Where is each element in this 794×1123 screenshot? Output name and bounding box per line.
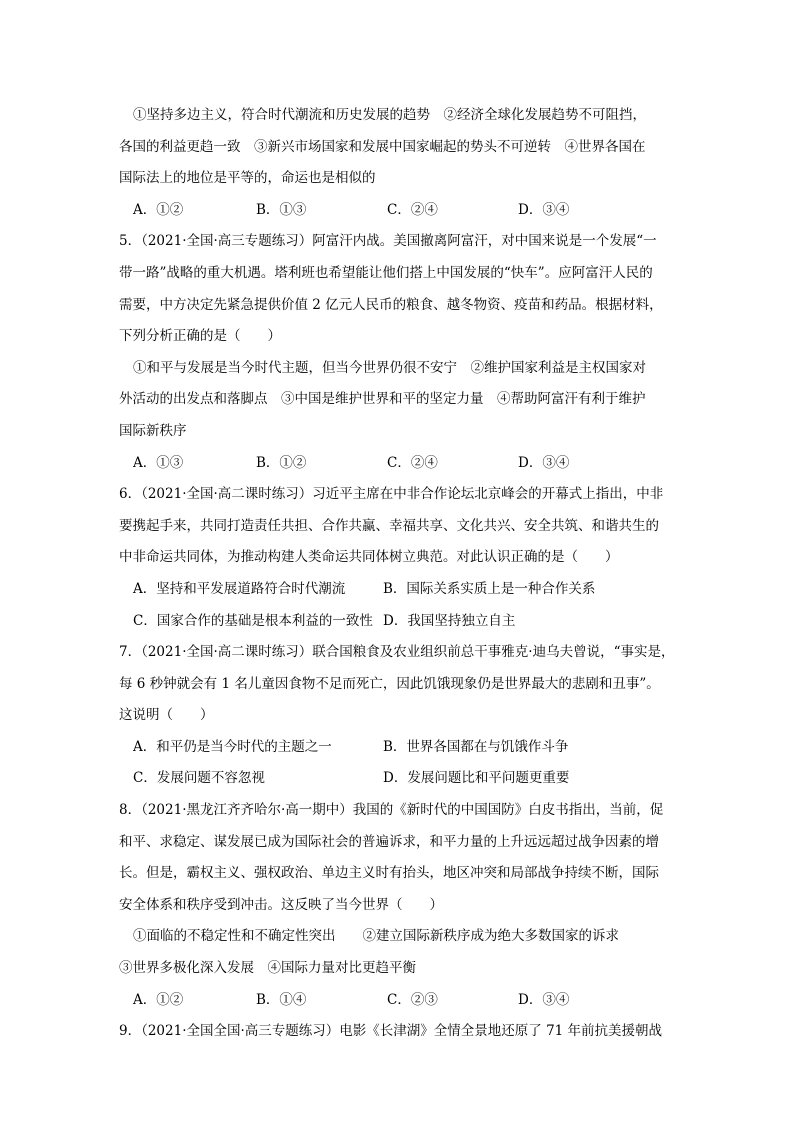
- question-text-line: 要携起手来，共同打造责任共担、合作共赢、幸福共享、文化共兴、安全共筑、和谐共生的: [119, 517, 659, 534]
- answer-options: [119, 732, 679, 764]
- answer-options: [119, 985, 679, 1017]
- question-text-line: 和平、求稳定、谋发展已成为国际社会的普遍诉求，和平力量的上升远远超过战争因素的增: [119, 833, 659, 850]
- question-text-line: 安全体系和秩序受到冲击。这反映了当今世界（ ）: [119, 896, 443, 913]
- statement-line: ①和平与发展是当今时代主题，但当今世界仍很不安宁 ②维护国家利益是主权国家对: [133, 359, 646, 376]
- question-8: [119, 795, 679, 1016]
- statement-line: 国际新秩序: [119, 422, 187, 439]
- option-a: A．坚持和平发展道路符合时代潮流: [133, 580, 346, 597]
- option-a: A．①②: [133, 201, 184, 218]
- question-text-line: 每 6 秒钟就会有 1 名儿童因食物不足而死亡，因此饥饿现象仍是世界最大的悲剧和丑事”。: [119, 675, 660, 692]
- option-d: D．③④: [518, 991, 570, 1008]
- question-text-line: 7．（2021·全国·高二课时练习）联合国粮食及农业组织前总干事雅克·迪乌夫曾说，“事实是，: [119, 644, 675, 661]
- option-b: B．①④: [256, 991, 307, 1008]
- question-7: [119, 637, 679, 795]
- option-b: B．①③: [256, 201, 307, 218]
- answer-options: [119, 763, 679, 795]
- option-c: C．②③: [387, 991, 438, 1008]
- option-a: A．①③: [133, 454, 184, 471]
- question-text-line: 长。但是，霸权主义、强权政治、单边主义时有抬头，地区冲突和局部战争持续不断，国际: [119, 865, 659, 882]
- answer-options: [119, 574, 679, 606]
- question-text-line: 9．（2021·全国全国·高三专题练习）电影《长津湖》全情全景地还原了 71 年前抗美援朝战: [119, 1023, 663, 1040]
- option-b: B．世界各国都在与饥饿作斗争: [383, 738, 569, 755]
- option-b: B．国际关系实质上是一种合作关系: [383, 580, 596, 597]
- question-5: [119, 226, 679, 479]
- statement-line: ③世界多极化深入发展 ④国际力量对比更趋平衡: [119, 960, 416, 977]
- question-text-line: 6．（2021·全国·高二课时练习）习近平主席在中非合作论坛北京峰会的开幕式上指出，中非: [119, 486, 664, 503]
- question-text-line: 下列分析正确的是（ ）: [119, 328, 281, 345]
- statement-line: 国际法上的地位是平等的，命运也是相似的: [119, 170, 376, 187]
- question-4-continuation: [119, 100, 679, 226]
- option-c: C．国家合作的基础是根本利益的一致性: [133, 612, 373, 629]
- option-c: C．发展问题不容忽视: [133, 770, 265, 787]
- question-text-line: 5．（2021·全国·高三专题练习）阿富汗内战。美国撤离阿富汗，对中国来说是一个发展“一: [119, 233, 657, 250]
- question-text-line: 这说明（ ）: [119, 707, 214, 724]
- question-6: [119, 479, 679, 637]
- question-text-line: 带一路”战略的重大机遇。塔利班也希望能让他们搭上中国发展的“快车”。应阿富汗人民的: [119, 264, 653, 281]
- question-9: [119, 1016, 679, 1048]
- option-c: C．②④: [387, 454, 438, 471]
- option-d: D．我国坚持独立自主: [383, 612, 516, 629]
- option-d: D．③④: [518, 454, 570, 471]
- option-b: B．①②: [256, 454, 307, 471]
- statement-line: 外活动的出发点和落脚点 ③中国是维护世界和平的坚定力量 ④帮助阿富汗有利于维护: [119, 391, 646, 408]
- option-d: D．发展问题比和平问题更重要: [383, 770, 570, 787]
- answer-options: [119, 195, 679, 227]
- option-c: C．②④: [387, 201, 438, 218]
- statement-line: ①坚持多边主义，符合时代潮流和历史发展的趋势 ②经济全球化发展趋势不可阻挡，: [133, 107, 646, 123]
- question-text-line: 中非命运共同体，为推动构建人类命运共同体树立典范。对此认识正确的是（ ）: [119, 549, 619, 566]
- answer-options: [119, 448, 679, 480]
- option-d: D．③④: [518, 201, 570, 218]
- answer-options: [119, 606, 679, 638]
- statement-line: ①面临的不稳定性和不确定性突出 ②建立国际新秩序成为绝大多数国家的诉求: [133, 928, 619, 945]
- option-a: A．①②: [133, 991, 184, 1008]
- option-a: A．和平仍是当今时代的主题之一: [133, 738, 332, 755]
- statement-line: 各国的利益更趋一致 ③新兴市场国家和发展中国家崛起的势头不可逆转 ④世界各国在: [119, 138, 646, 155]
- question-text-line: 需要，中方决定先紧急提供价值 2 亿元人民币的粮食、越冬物资、疫苗和药品。根据材料，: [119, 296, 663, 313]
- document-content: [119, 100, 679, 1048]
- question-text-line: 8．（2021·黑龙江齐齐哈尔·高一期中）我国的《新时代的中国国防》白皮书指出，当前，促: [119, 802, 664, 819]
